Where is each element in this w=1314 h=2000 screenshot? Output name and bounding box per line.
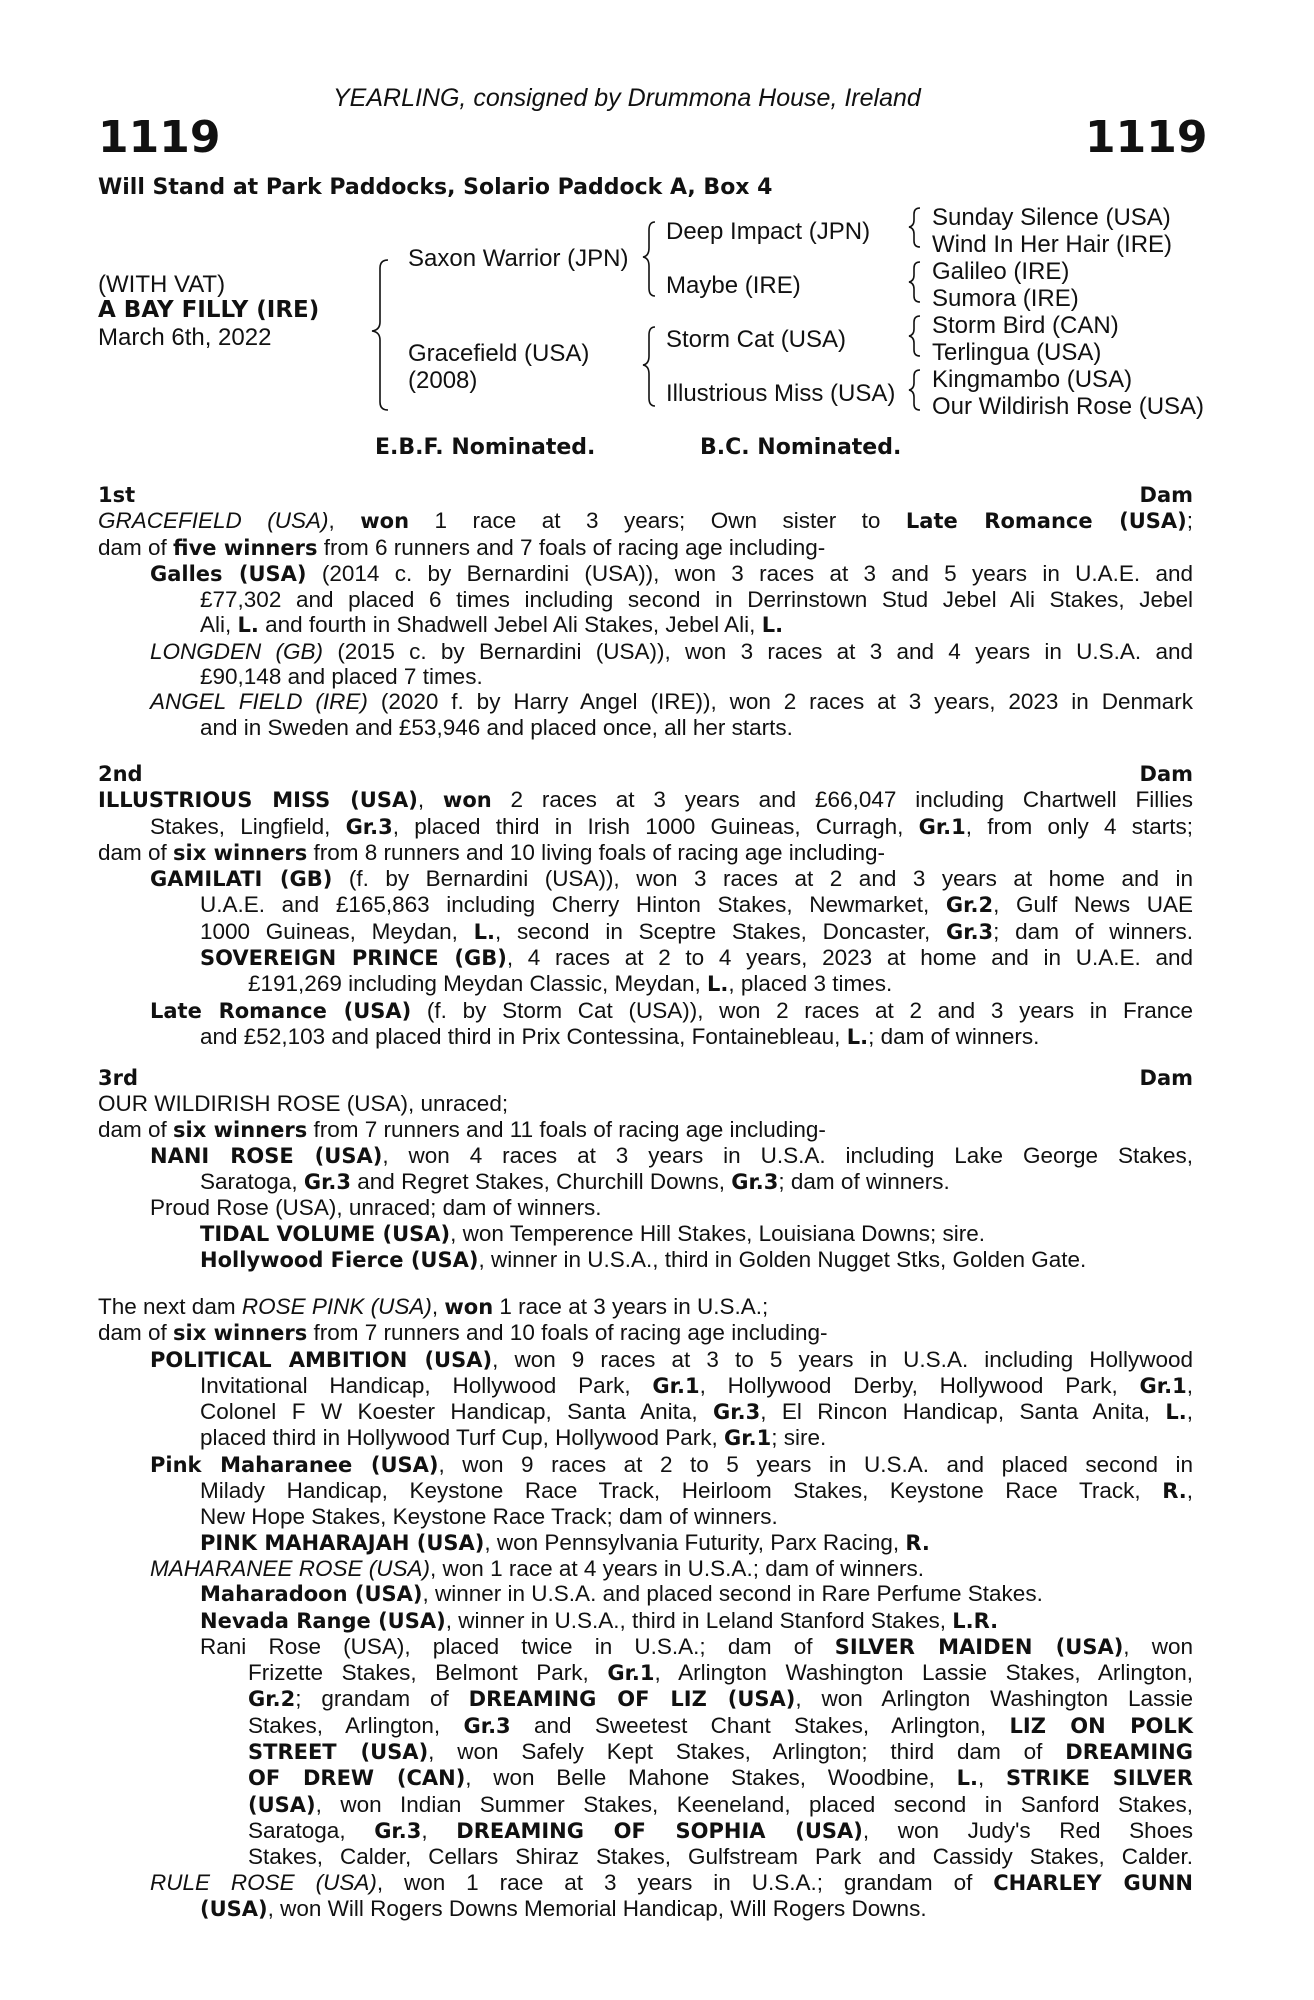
text-run: (f. by Storm Cat (USA)), won 2 races at 2 and 3 years in France [411,997,1193,1023]
produce-entry-cont [98,587,1193,612]
text-run: , El Rincon Handicap, Santa Anita, [760,1399,1166,1425]
produce-entry-cont [98,612,1193,638]
bold-run: L. [473,919,496,944]
text-run: ; [1186,508,1194,534]
text-run: The next dam [98,1294,242,1319]
dam-line [98,1294,1193,1320]
text-run: placed third in Hollywood Turf Cup, Hollywood Park, [200,1425,724,1451]
text-run: and Sweetest Chant Stakes, Arlington, [510,1712,1010,1738]
grandchild-entry [98,1581,1193,1607]
consignor-line: YEARLING, consigned by Drummona House, Ireland [333,84,921,112]
text-run: , won 1 race at 4 years in U.S.A.; dam of winners. [430,1555,925,1581]
bold-run: six winners [173,1321,308,1346]
produce-entry-cont [98,1373,1193,1399]
text-run: (f. by Bernardini (USA)), won 3 races at 2 and 3 years at home and in [332,866,1194,892]
bold-run: SOVEREIGN PRINCE (GB) [200,946,507,971]
sire: Saxon Warrior (JPN) [408,245,629,272]
italic-run: LONGDEN (GB) [150,638,324,664]
italic-run: ANGEL FIELD (IRE) [150,689,368,715]
bracket-g3 [909,316,920,356]
text-run: Stakes, Arlington, [248,1712,464,1738]
grandchild-entry-cont [98,1792,1193,1818]
bold-run: DREAMING OF LIZ (USA) [468,1687,796,1712]
lot-number-right: 1119 [1085,112,1208,163]
bold-run: CHARLEY GUNN [993,1870,1193,1895]
bold-run: GAMILATI (GB) [150,867,333,892]
produce-entry [98,998,1193,1024]
text-run: , winner in U.S.A. and placed second in Rare Perfume Stakes. [422,1581,1043,1607]
horse-name: A BAY FILLY (IRE) [98,297,320,323]
text-run: ; grandam of [295,1686,469,1712]
ggsire-4: Kingmambo (USA) [932,366,1133,393]
text-run: , [1186,1399,1193,1425]
text-run: OUR WILDIRISH ROSE (USA), unraced; [98,1091,509,1117]
produce-entry [98,639,1193,664]
sire-sire: Deep Impact (JPN) [666,218,871,245]
grandchild-entry [98,1221,1193,1247]
section-heading: 1st Dam [98,483,1193,507]
text-run: £191,269 including Meydan Classic, Meydan, [248,971,708,997]
text-run: , won 1 race at 3 years in U.S.A.; grandam of [376,1869,994,1895]
text-run: Saratoga, [248,1817,375,1843]
first-dam-section [98,483,1193,740]
ggsire-2: Galileo (IRE) [932,258,1070,285]
text-run: (2015 c. by Bernardini (USA)), won 3 races at 3 and 4 years in U.S.A. and [323,638,1193,664]
text-run: , won Belle Mahone Stakes, Woodbine, [465,1765,957,1791]
text-run: Proud Rose (USA), unraced; dam of winners. [150,1195,602,1221]
grandchild-entry-cont [98,1844,1193,1869]
produce-entry-cont [98,1504,1193,1529]
text-run: ; dam of winners. [868,1023,1040,1049]
dam-line [98,1091,1193,1116]
bracket-g4 [909,370,920,410]
produce-entry [98,866,1193,892]
produce-entry-cont [98,919,1193,945]
second-dam-section [98,762,1193,1050]
text-run: and in Sweden and £53,946 and placed once, all her starts. [200,714,793,740]
text-run: , won [1123,1633,1193,1659]
text-run: , [1186,1478,1193,1504]
bold-run: Gr.1 [724,1426,772,1451]
text-run: , second in Sceptre Stakes, Doncaster, [495,918,946,944]
bold-run: Gr.3 [303,1170,352,1195]
sire-dam: Maybe (IRE) [666,272,801,299]
text-run: , [978,1765,1006,1791]
dam-year: (2008) [408,367,478,394]
text-run: , [328,508,361,534]
grandchild-entry-cont [98,1686,1193,1712]
text-run: Ali, [200,612,238,638]
bold-run: L.R. [952,1608,999,1633]
vat-note: (WITH VAT) [98,271,226,298]
produce-entry-cont [98,1896,1193,1922]
section-heading: 2nd Dam [98,762,1193,786]
grandchild-entry-cont [98,971,1193,997]
text-run: , won 9 races at 3 to 5 years in U.S.A. including Hollywood [492,1346,1193,1372]
bold-run: OF DREW (CAN) [248,1766,466,1791]
text-run: New Hope Stakes, Keystone Race Track; dam of winners. [200,1504,778,1530]
text-run: 1 race at 3 years; Own sister to [409,508,906,534]
produce-entry-cont [98,715,1193,740]
text-run: and £52,103 and placed third in Prix Contessina, Fontainebleau, [200,1023,847,1049]
text-run: Stakes, Calder, Cellars Shiraz Stakes, Gulfstream Park and Cassidy Stakes, Calder. [248,1844,1193,1870]
dam-sire: Storm Cat (USA) [666,326,847,353]
foaling-date: March 6th, 2022 [98,324,272,351]
bold-run: Gr.1 [1139,1373,1187,1398]
bold-run: Maharadoon (USA) [200,1582,423,1607]
ebf-nomination: E.B.F. Nominated. [375,435,596,460]
text-run: , Gulf News UAE [993,892,1194,918]
text-run: , from only 4 starts; [965,813,1193,839]
produce-entry [98,1452,1193,1478]
grandchild-entry [98,1608,1193,1634]
text-run: ; dam of winners. [993,918,1193,944]
produce-entry [98,1195,1193,1220]
text-run: from 7 runners and 11 foals of racing age including- [307,1116,826,1142]
text-run: dam of [98,534,174,560]
text-run: and Regret Stakes, Churchill Downs, [351,1169,732,1195]
bold-run: L. [237,613,259,638]
stabling-location: Will Stand at Park Paddocks, Solario Paddock A, Box 4 [98,175,773,200]
bold-run: NANI ROSE (USA) [150,1143,383,1168]
bold-run: Gr.1 [607,1661,655,1686]
bold-run: R. [905,1530,930,1555]
grandchild-entry-cont [98,1660,1193,1686]
bracket-sire [643,222,655,296]
produce-entry-cont [98,1399,1193,1425]
bold-run: TIDAL VOLUME (USA) [200,1221,451,1246]
text-run: from 6 runners and 7 foals of racing age including- [317,534,826,560]
grandchild-entry [98,945,1193,971]
text-run: , won 4 races at 3 years in U.S.A. including Lake George Stakes, [382,1142,1193,1168]
italic-run: GRACEFIELD (USA) [98,508,329,534]
text-run: £77,302 and placed 6 times including second in Derrinstown Stud Jebel Ali Stakes, Jebel [200,587,1193,613]
text-run: (2014 c. by Bernardini (USA)), won 3 races at 3 and 5 years in U.A.E. and [306,560,1193,586]
bold-run: STREET (USA) [248,1740,429,1765]
bold-run: Gr.3 [731,1170,779,1195]
bold-run: Pink Maharanee (USA) [150,1452,439,1477]
dam-dam: Illustrious Miss (USA) [666,380,896,407]
bold-run: Gr.3 [713,1400,761,1425]
produce-summary [98,535,1193,561]
bold-run: five winners [173,535,318,560]
produce-entry-cont [98,664,1193,689]
bold-run: L. [846,1024,869,1049]
third-dam-section [98,1066,1193,1273]
lot-number-left: 1119 [98,112,221,163]
dam-line [98,508,1193,534]
text-run: , [431,1294,445,1319]
text-run: , Hollywood Derby, Hollywood Park, [699,1372,1140,1398]
text-run: , [421,1817,457,1843]
text-run: Saratoga, [200,1169,304,1195]
text-run: , won Arlington Washington Lassie [795,1686,1193,1712]
bold-run: Gr.3 [945,919,994,944]
ggsire-1: Sunday Silence (USA) [932,204,1171,231]
italic-run: ROSE PINK (USA) [241,1294,432,1319]
bracket-dam [643,327,655,406]
text-run: U.A.E. and £165,863 including Cherry Hinton Stakes, Newmarket, [200,892,946,918]
bold-run: won [444,1295,494,1319]
produce-entry-cont [98,1024,1193,1050]
text-run: , won Judy's Red Shoes [862,1817,1193,1843]
ggdam-2: Sumora (IRE) [932,285,1079,312]
produce-entry-cont [98,1478,1193,1504]
text-run: , won 9 races at 2 to 5 years in U.S.A. and placed second in [438,1451,1193,1477]
ggdam-4: Our Wildirish Rose (USA) [932,393,1205,420]
text-run: Frizette Stakes, Belmont Park, [248,1660,608,1686]
text-run: ; dam of winners. [778,1169,950,1195]
text-run: dam of [98,839,174,865]
text-run: , won Will Rogers Downs Memorial Handicap, Will Rogers Downs. [267,1895,927,1921]
bc-nomination: B.C. Nominated. [700,435,902,460]
produce-summary [98,1320,1193,1346]
bold-run: PINK MAHARAJAH (USA) [200,1530,485,1555]
bold-run: L. [761,613,784,638]
text-run: , won Temperence Hill Stakes, Louisiana Downs; sire. [450,1220,985,1246]
bold-run: L. [707,972,729,997]
dam-line [98,787,1193,813]
grandchild-entry [98,1247,1193,1273]
grandchild-entry-cont [98,1765,1193,1791]
text-run: , winner in U.S.A., third in Golden Nugget Stks, Golden Gate. [478,1247,1087,1273]
text-run: , winner in U.S.A., third in Leland Stanford Stakes, [445,1607,953,1633]
text-run: , [1186,1372,1193,1398]
bold-run: Gr.1 [652,1373,700,1398]
bold-run: won [442,788,492,813]
bold-run: Gr.2 [945,893,994,918]
produce-summary [98,1117,1193,1143]
produce-entry-cont [98,1169,1193,1195]
bold-run: six winners [173,840,308,865]
next-dam-section [98,1294,1193,1922]
bold-run: six winners [173,1117,308,1142]
grandchild-entry [98,1530,1193,1556]
ggdam-3: Terlingua (USA) [932,339,1102,366]
text-run: , won Safely Kept Stakes, Arlington; third dam of [428,1739,1066,1765]
bold-run: won [360,509,410,534]
produce-entry-cont [98,1425,1193,1451]
produce-entry [98,1347,1193,1373]
bold-run: SILVER MAIDEN (USA) [834,1634,1124,1659]
bold-run: Gr.3 [374,1818,422,1843]
text-run: ; sire. [771,1425,827,1451]
section-heading: 3rd Dam [98,1066,1193,1090]
text-run: , Arlington Washington Lassie Stakes, Arlington, [654,1660,1193,1686]
text-run: and fourth in Shadwell Jebel Ali Stakes, Jebel Ali, [258,612,762,638]
text-run: 2 races at 3 years and £66,047 including Chartwell Fillies [491,787,1193,813]
text-run: , 4 races at 2 to 4 years, 2023 at home and in U.A.E. and [506,945,1193,971]
grandchild-entry-cont [98,1713,1193,1739]
text-run: 1000 Guineas, Meydan, [200,918,474,944]
bold-run: STRIKE SILVER [1005,1766,1193,1791]
text-run: Invitational Handicap, Hollywood Park, [200,1372,653,1398]
produce-entry [98,1556,1193,1581]
dam-line-cont [98,814,1193,840]
ggdam-1: Wind In Her Hair (IRE) [932,231,1173,258]
bold-run: Gr.3 [345,814,393,839]
grandchild-entry-cont [98,1739,1193,1765]
produce-entry [98,1870,1193,1896]
ggsire-3: Storm Bird (CAN) [932,312,1119,339]
produce-entry [98,561,1193,587]
grandchild-entry-cont [98,1818,1193,1844]
text-run: Rani Rose (USA), placed twice in U.S.A.; dam of [200,1633,835,1659]
text-run: (2020 f. by Harry Angel (IRE)), won 2 races at 3 years, 2023 in Denmark [367,689,1193,715]
bold-run: R. [1162,1479,1187,1504]
bold-run: DREAMING [1065,1740,1193,1765]
text-run: , won Pennsylvania Futurity, Parx Racing, [484,1529,906,1555]
text-run: , placed third in Irish 1000 Guineas, Curragh, [392,813,919,839]
bold-run: (USA) [200,1896,268,1921]
bold-run: L. [1165,1400,1187,1425]
text-run: , won Indian Summer Stakes, Keeneland, placed second in Sanford Stakes, [315,1791,1193,1817]
bold-run: Late Romance (USA) [905,509,1187,534]
text-run: Stakes, Lingfield, [150,813,346,839]
grandchild-entry [98,1634,1193,1660]
produce-entry [98,689,1193,714]
bold-run: Late Romance (USA) [150,998,412,1023]
produce-summary [98,840,1193,866]
text-run: from 8 runners and 10 living foals of racing age including- [307,839,886,865]
produce-entry [98,1143,1193,1169]
text-run: dam of [98,1116,174,1142]
bold-run: Gr.3 [463,1713,511,1738]
text-run: from 7 runners and 10 foals of racing age including- [307,1320,828,1346]
italic-run: RULE ROSE (USA) [150,1869,377,1895]
italic-run: MAHARANEE ROSE (USA) [150,1555,431,1581]
dam: Gracefield (USA) [408,340,590,367]
text-run: Milady Handicap, Keystone Race Track, Heirloom Stakes, Keystone Race Track, [200,1478,1163,1504]
bold-run: (USA) [248,1792,316,1817]
bold-run: Gr.2 [248,1687,296,1712]
text-run: , placed 3 times. [728,971,893,997]
text-run: Colonel F W Koester Handicap, Santa Anita, [200,1399,714,1425]
text-run: £90,148 and placed 7 times. [200,664,483,690]
bold-run: Galles (USA) [150,561,307,586]
bracket-g2 [909,262,920,302]
text-run: 1 race at 3 years in U.S.A.; [493,1294,769,1319]
bracket-main [372,260,388,410]
bold-run: Hollywood Fierce (USA) [200,1248,479,1273]
text-run: , [417,787,443,813]
bold-run: Gr.1 [918,814,966,839]
bold-run: LIZ ON POLK [1009,1713,1193,1738]
produce-entry-cont [98,892,1193,918]
bold-run: POLITICAL AMBITION (USA) [150,1347,493,1372]
bold-run: DREAMING OF SOPHIA (USA) [456,1818,863,1843]
text-run: dam of [98,1320,174,1346]
bold-run: L. [956,1766,978,1791]
bold-run: ILLUSTRIOUS MISS (USA) [98,788,418,813]
bracket-g1 [909,208,920,247]
bold-run: Nevada Range (USA) [200,1608,446,1633]
